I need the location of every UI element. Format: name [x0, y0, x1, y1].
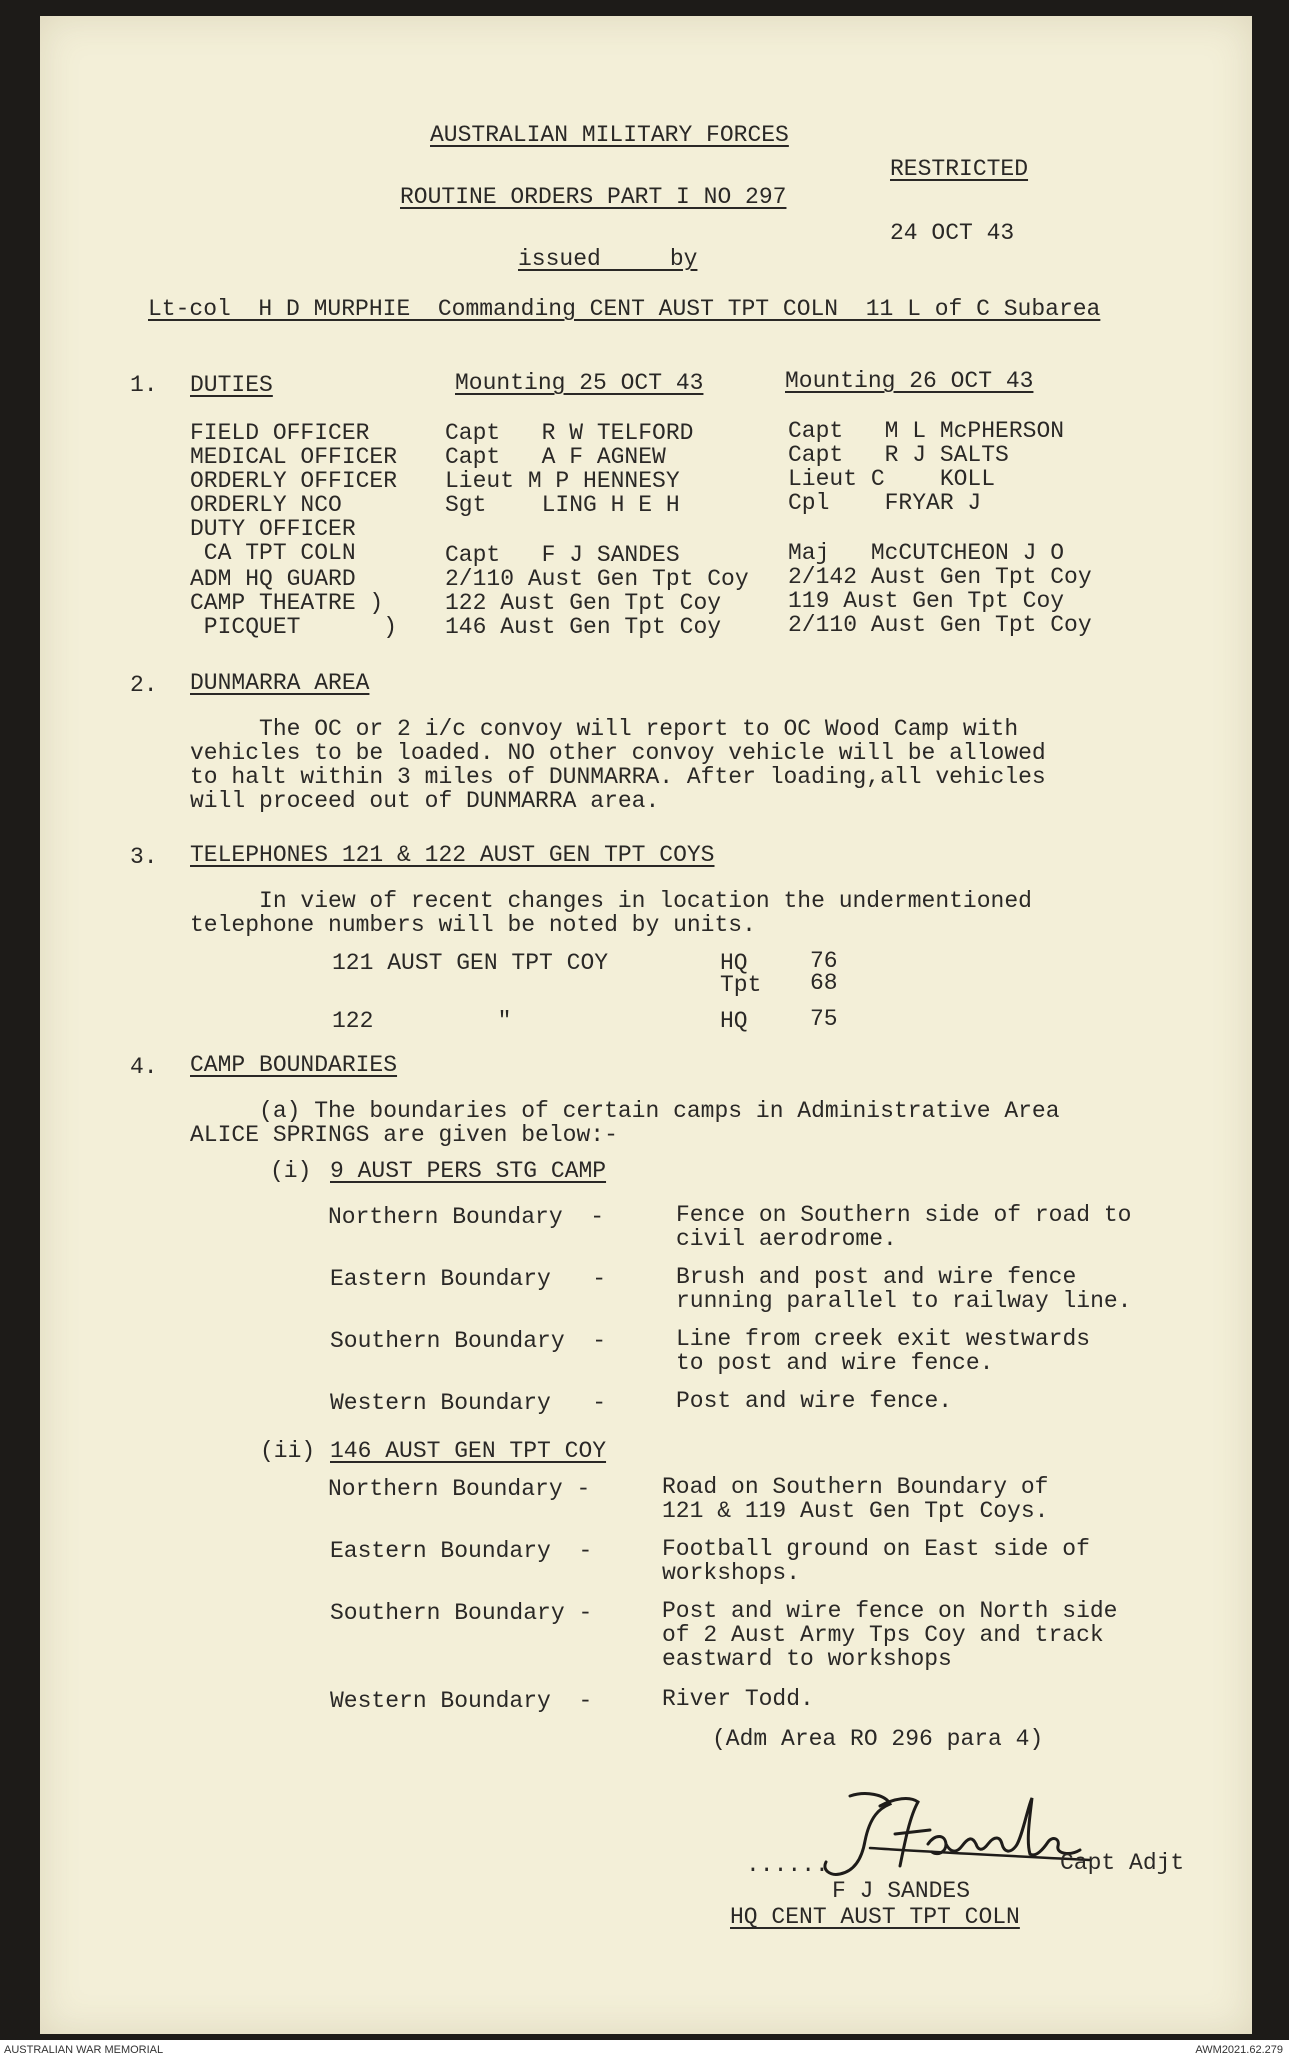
boundary-label: Northern Boundary -: [328, 1204, 605, 1230]
camp-name: 146 AUST GEN TPT COY: [330, 1438, 607, 1464]
boundary-desc: Fence on Southern side of road to: [676, 1202, 1132, 1228]
paragraph-line: telephone numbers will be noted by units.: [190, 912, 756, 938]
boundary-desc: Road on Southern Boundary of: [662, 1474, 1049, 1500]
boundary-label: Eastern Boundary -: [330, 1266, 607, 1292]
reference-note: (Adm Area RO 296 para 4): [712, 1726, 1044, 1752]
phone-unit: 122 ": [332, 1008, 512, 1034]
paragraph-line: ALICE SPRINGS are given below:-: [190, 1122, 618, 1148]
duty-role: ORDERLY OFFICER: [190, 468, 398, 494]
footer-institution: AUSTRALIAN WAR MEMORIAL: [4, 2044, 164, 2056]
boundary-desc: Post and wire fence.: [676, 1388, 953, 1414]
phone-unit: 121 AUST GEN TPT COY: [332, 950, 609, 976]
section-title: DUNMARRA AREA: [190, 670, 370, 696]
phone-number: 68: [810, 970, 838, 996]
footer-accession: AWM2021.62.279: [1195, 2044, 1283, 2056]
duty-mount-26: 119 Aust Gen Tpt Coy: [788, 588, 1065, 614]
duty-role: DUTY OFFICER: [190, 516, 356, 542]
boundary-label: Eastern Boundary -: [330, 1538, 593, 1564]
camp-number: (i): [270, 1158, 312, 1184]
org-heading: AUSTRALIAN MILITARY FORCES: [430, 122, 789, 148]
paragraph-line: vehicles to be loaded. NO other convoy vehicle will be allowed: [190, 740, 1046, 766]
commander-line: Lt-col H D MURPHIE Commanding CENT AUST TPT COLN 11 L of C Subarea: [148, 296, 1101, 322]
duty-mount-26: Cpl FRYAR J: [788, 490, 982, 516]
duty-role: MEDICAL OFFICER: [190, 444, 398, 470]
phone-label: HQ: [720, 950, 748, 976]
boundary-label: Northern Boundary -: [328, 1476, 591, 1502]
phone-number: 76: [810, 948, 838, 974]
paragraph-line: The OC or 2 i/c convoy will report to OC Wood Camp with: [190, 716, 1019, 742]
duty-mount-26: Capt R J SALTS: [788, 442, 1009, 468]
paragraph-line: will proceed out of DUNMARRA area.: [190, 788, 660, 814]
boundary-desc: Brush and post and wire fence: [676, 1264, 1077, 1290]
phone-label: HQ: [720, 1008, 748, 1034]
duty-role: ORDERLY NCO: [190, 492, 342, 518]
duty-mount-25: Capt A F AGNEW: [445, 444, 666, 470]
duty-mount-25: 2/110 Aust Gen Tpt Coy: [445, 566, 749, 592]
paragraph-line: to halt within 3 miles of DUNMARRA. After loading,all vehicles: [190, 764, 1046, 790]
duty-role: CA TPT COLN: [190, 540, 356, 566]
section-title: DUTIES: [190, 372, 273, 398]
duty-mount-25: Sgt LING H E H: [445, 492, 680, 518]
paper-sheet: [40, 16, 1252, 2034]
column-heading: Mounting 26 OCT 43: [785, 368, 1034, 394]
boundary-desc: workshops.: [662, 1560, 801, 1586]
column-heading: Mounting 25 OCT 43: [455, 370, 704, 396]
duty-role: CAMP THEATRE ): [190, 590, 384, 616]
order-date: 24 OCT 43: [890, 220, 1015, 246]
duty-role: PICQUET ): [190, 614, 398, 640]
duty-role: FIELD OFFICER: [190, 420, 370, 446]
duty-mount-26: 2/142 Aust Gen Tpt Coy: [788, 564, 1092, 590]
phone-label: Tpt: [720, 972, 762, 998]
section-title: TELEPHONES 121 & 122 AUST GEN TPT COYS: [190, 842, 715, 868]
boundary-desc: Football ground on East side of: [662, 1536, 1090, 1562]
duty-mount-26: Lieut C KOLL: [788, 466, 996, 492]
camp-name: 9 AUST PERS STG CAMP: [330, 1158, 607, 1184]
boundary-label: Western Boundary -: [330, 1390, 607, 1416]
duty-mount-25: Capt R W TELFORD: [445, 420, 694, 446]
boundary-desc: of 2 Aust Army Tps Coy and track: [662, 1622, 1104, 1648]
boundary-desc: to post and wire fence.: [676, 1350, 994, 1376]
duty-mount-25: Capt F J SANDES: [445, 542, 680, 568]
boundary-desc: civil aerodrome.: [676, 1226, 897, 1252]
section-title: CAMP BOUNDARIES: [190, 1052, 398, 1078]
boundary-desc: eastward to workshops: [662, 1646, 952, 1672]
section-number: 1.: [130, 372, 158, 398]
signature-unit: HQ CENT AUST TPT COLN: [730, 1904, 1020, 1930]
section-number: 2.: [130, 672, 158, 698]
duty-mount-25: Lieut M P HENNESY: [445, 468, 680, 494]
section-number: 3.: [130, 844, 158, 870]
duty-mount-25: 146 Aust Gen Tpt Coy: [445, 614, 722, 640]
paragraph-line: (a) The boundaries of certain camps in Administrative Area: [190, 1098, 1060, 1124]
section-number: 4.: [130, 1054, 158, 1080]
restricted-stamp: RESTRICTED: [890, 156, 1029, 182]
paragraph-line: In view of recent changes in location the undermentioned: [190, 888, 1032, 914]
camp-number: (ii): [260, 1438, 316, 1464]
duty-mount-26: Capt M L McPHERSON: [788, 418, 1065, 444]
duty-mount-26: Maj McCUTCHEON J O: [788, 540, 1065, 566]
signature-rank: Capt Adjt: [1060, 1850, 1185, 1876]
duty-mount-25: 122 Aust Gen Tpt Coy: [445, 590, 722, 616]
boundary-desc: 121 & 119 Aust Gen Tpt Coys.: [662, 1498, 1049, 1524]
boundary-desc: River Todd.: [662, 1686, 814, 1712]
signature-dots: ......: [746, 1852, 829, 1878]
boundary-desc: running parallel to railway line.: [676, 1288, 1132, 1314]
boundary-desc: Line from creek exit westwards: [676, 1326, 1091, 1352]
signature-name: F J SANDES: [832, 1878, 971, 1904]
duty-role: ADM HQ GUARD: [190, 566, 356, 592]
boundary-label: Southern Boundary -: [330, 1328, 607, 1354]
boundary-label: Western Boundary -: [330, 1688, 593, 1714]
orders-title: ROUTINE ORDERS PART I NO 297: [400, 184, 787, 210]
duty-mount-26: 2/110 Aust Gen Tpt Coy: [788, 612, 1092, 638]
issued-by: issued by: [518, 246, 698, 272]
boundary-label: Southern Boundary -: [330, 1600, 593, 1626]
boundary-desc: Post and wire fence on North side: [662, 1598, 1118, 1624]
phone-number: 75: [810, 1006, 838, 1032]
